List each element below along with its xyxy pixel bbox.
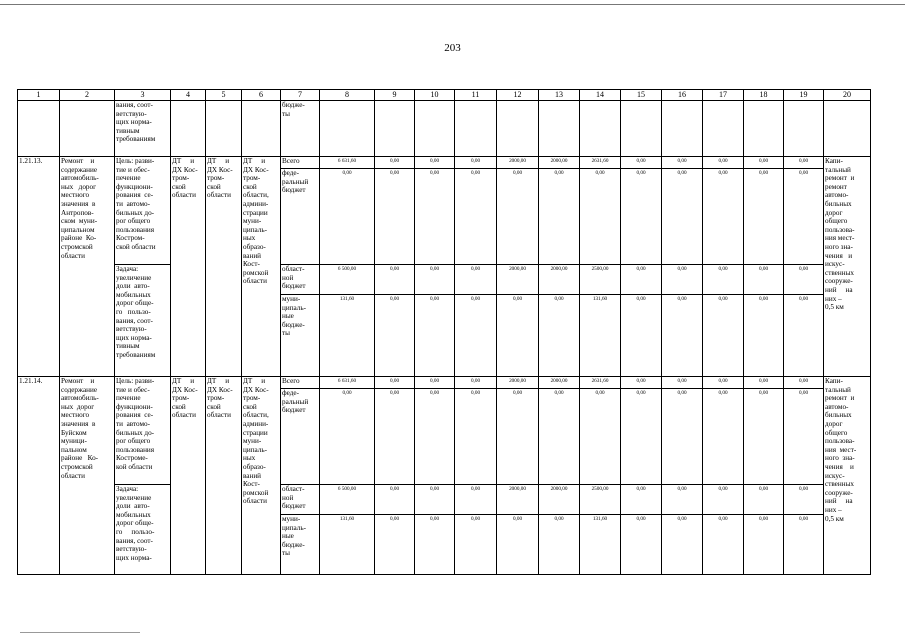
cell [621,101,662,157]
value-municipal: 0,00 [703,515,744,575]
source-total: Всего [281,157,320,169]
value-regional: 6 500,00 [320,485,375,515]
goal-continuation: вания, соот- ветствую- щих норма- тивным требованиям [115,101,171,157]
value-federal: 0,00 [580,169,621,265]
value-federal: 0,00 [415,389,455,485]
cell [784,101,824,157]
value-federal: 0,00 [320,169,375,265]
value-total: 2000,00 [539,377,580,389]
item-number: 1.21.14. [18,377,60,575]
value-total: 6 631,60 [320,157,375,169]
value-regional: 0,00 [455,265,497,295]
row-total [18,157,871,169]
value-total: 2000,00 [497,377,539,389]
value-federal: 0,00 [415,169,455,265]
source-federal: феде- ральный бюджет [281,389,320,485]
cell [18,101,60,157]
value-regional: 0,00 [662,485,703,515]
value-federal: 0,00 [744,169,784,265]
value-regional: 2000,00 [497,265,539,295]
item-task: Задача: увеличение доли авто- мобильных дорог обще- го пользо- вания, соот- ветствую- щих норма- [115,485,171,575]
executor-col5: ДТ и ДХ Кос- тром- ской области [206,377,242,575]
item-goal: Цель: разви- тие и обес- печение функциони- рования се- ти автомо- бильных до- рог общего пользования Костром- ской области [115,157,171,265]
header-cell: 1 [18,90,60,101]
value-municipal: 0,00 [375,295,415,377]
executor-col6: ДТ и ДХ Кос- тром- ской области, админи- страции муни- ципаль- ных образо- ваний Кост- ромской области [242,377,281,575]
cell [171,101,206,157]
item-name: Ремонт и содержание автомобиль- ных дорог местного значения в Буйском муници- пальном районе Ко- стромской области [60,377,115,575]
source-regional: област- ной бюджет [281,265,320,295]
value-federal: 0,00 [580,389,621,485]
value-municipal: 0,00 [539,515,580,575]
value-regional: 0,00 [375,265,415,295]
cell [539,101,580,157]
header-cell: 7 [281,90,320,101]
page-number: 203 [444,42,461,54]
cell [415,101,455,157]
executor-col4: ДТ и ДХ Кос- тром- ской области [171,377,206,575]
value-federal: 0,00 [621,389,662,485]
executor-col6: ДТ и ДХ Кос- тром- ской области, админи- страции муни- ципаль- ных образо- ваний Кост- ромской области [242,157,281,377]
value-federal: 0,00 [455,169,497,265]
value-regional: 0,00 [415,265,455,295]
cell [824,101,871,157]
value-total: 0,00 [703,377,744,389]
value-municipal: 131,60 [580,515,621,575]
value-total: 2000,00 [539,157,580,169]
header-cell: 14 [580,90,621,101]
executor-col5: ДТ и ДХ Кос- тром- ской области [206,157,242,377]
value-total: 0,00 [621,377,662,389]
value-total: 0,00 [744,377,784,389]
row-regional [18,265,871,295]
value-regional: 0,00 [744,265,784,295]
header-cell: 11 [455,90,497,101]
value-regional: 6 500,00 [320,265,375,295]
value-regional: 0,00 [784,485,824,515]
value-total: 2631,60 [580,157,621,169]
cell [60,101,115,157]
value-municipal: 0,00 [784,295,824,377]
header-cell: 10 [415,90,455,101]
value-regional: 2000,00 [539,265,580,295]
cell [320,101,375,157]
header-cell: 12 [497,90,539,101]
value-municipal: 0,00 [662,295,703,377]
top-rule [0,4,905,5]
header-cell: 15 [621,90,662,101]
continuation-row [18,101,871,157]
source-federal: феде- ральный бюджет [281,169,320,265]
value-federal: 0,00 [375,169,415,265]
value-municipal: 0,00 [375,515,415,575]
program-table [17,89,871,575]
value-municipal: 0,00 [497,295,539,377]
value-total: 0,00 [744,157,784,169]
value-total: 0,00 [415,157,455,169]
value-municipal: 131,60 [320,515,375,575]
value-regional: 2000,00 [497,485,539,515]
cell [703,101,744,157]
value-municipal: 0,00 [744,295,784,377]
value-federal: 0,00 [497,169,539,265]
bottom-rule [20,632,140,633]
value-federal: 0,00 [375,389,415,485]
cell [375,101,415,157]
value-total: 0,00 [621,157,662,169]
item-name: Ремонт и содержание автомобиль- ных дорог местного значения в Антропов- ском муни- ципальном районе Ко- стромской области [60,157,115,377]
value-federal: 0,00 [703,389,744,485]
cell [242,101,281,157]
value-total: 0,00 [415,377,455,389]
header-cell: 16 [662,90,703,101]
value-municipal: 0,00 [621,515,662,575]
value-municipal: 0,00 [744,515,784,575]
header-cell: 13 [539,90,580,101]
value-federal: 0,00 [662,169,703,265]
value-regional: 0,00 [621,485,662,515]
value-total: 0,00 [455,377,497,389]
value-regional: 0,00 [703,265,744,295]
value-total: 0,00 [455,157,497,169]
value-federal: 0,00 [621,169,662,265]
value-regional: 0,00 [375,485,415,515]
value-municipal: 0,00 [455,515,497,575]
header-row [18,90,871,101]
value-total: 0,00 [375,157,415,169]
value-regional: 2500,00 [580,265,621,295]
header-cell: 20 [824,90,871,101]
value-municipal: 0,00 [662,515,703,575]
value-federal: 0,00 [539,389,580,485]
value-municipal: 0,00 [784,515,824,575]
value-regional: 2000,00 [539,485,580,515]
value-total: 0,00 [703,157,744,169]
value-municipal: 0,00 [539,295,580,377]
cell [580,101,621,157]
cell [455,101,497,157]
value-federal: 0,00 [662,389,703,485]
value-regional: 0,00 [621,265,662,295]
header-cell: 17 [703,90,744,101]
value-municipal: 0,00 [455,295,497,377]
value-total: 6 631,60 [320,377,375,389]
value-total: 0,00 [662,377,703,389]
value-regional: 0,00 [415,485,455,515]
header-cell: 19 [784,90,824,101]
value-federal: 0,00 [320,389,375,485]
value-federal: 0,00 [784,169,824,265]
value-regional: 0,00 [703,485,744,515]
source-total: Всего [281,377,320,389]
cell [497,101,539,157]
value-regional: 0,00 [662,265,703,295]
value-total: 0,00 [375,377,415,389]
cell [206,101,242,157]
value-regional: 0,00 [455,485,497,515]
header-cell: 2 [60,90,115,101]
value-municipal: 0,00 [415,295,455,377]
value-total: 0,00 [662,157,703,169]
item-result: Капи- тальный ремонт и ремонт автомо- бильных дорог общего пользова- ния мест- ного зна- чения и искус- ственных сооруже- ний на них – 0,5 км [824,157,871,377]
value-regional: 2500,00 [580,485,621,515]
source-regional: област- ной бюджет [281,485,320,515]
header-cell: 8 [320,90,375,101]
value-municipal: 0,00 [415,515,455,575]
row-regional [18,485,871,515]
value-municipal: 131,60 [320,295,375,377]
value-total: 0,00 [784,157,824,169]
value-municipal: 0,00 [497,515,539,575]
value-municipal: 131,60 [580,295,621,377]
cell [744,101,784,157]
value-total: 2631,60 [580,377,621,389]
header-cell: 4 [171,90,206,101]
value-total: 2000,00 [497,157,539,169]
value-federal: 0,00 [744,389,784,485]
item-task: Задача: увеличение доли авто- мобильных дорог обще- го пользо- вания, соот- ветствую- щих норма- тивным требованиям [115,265,171,377]
header-cell: 6 [242,90,281,101]
source-municipal: муни- ципаль- ные бюдже- ты [281,515,320,575]
row-total [18,377,871,389]
value-federal: 0,00 [455,389,497,485]
header-cell: 9 [375,90,415,101]
item-number: 1.21.13. [18,157,60,377]
header-cell: 3 [115,90,171,101]
value-regional: 0,00 [784,265,824,295]
header-cell: 18 [744,90,784,101]
cell [662,101,703,157]
source-continuation: бюдже- ты [281,101,320,157]
executor-col4: ДТ и ДХ Кос- тром- ской области [171,157,206,377]
value-federal: 0,00 [539,169,580,265]
value-municipal: 0,00 [703,295,744,377]
header-cell: 5 [206,90,242,101]
value-federal: 0,00 [703,169,744,265]
source-municipal: муни- ципаль- ные бюдже- ты [281,295,320,377]
value-total: 0,00 [784,377,824,389]
value-federal: 0,00 [784,389,824,485]
item-result: Капи- тальный ремонт и автомо- бильных дорог общего пользова- ния мест- ного зна- чения и искус- ственных сооруже- ний на них – 0,5 км [824,377,871,575]
value-municipal: 0,00 [621,295,662,377]
value-federal: 0,00 [497,389,539,485]
item-goal: Цель: разви- тие и обес- печение функциони- рования се- ти автомо- бильных до- рог общего пользования Костроме- кой области [115,377,171,485]
value-regional: 0,00 [744,485,784,515]
